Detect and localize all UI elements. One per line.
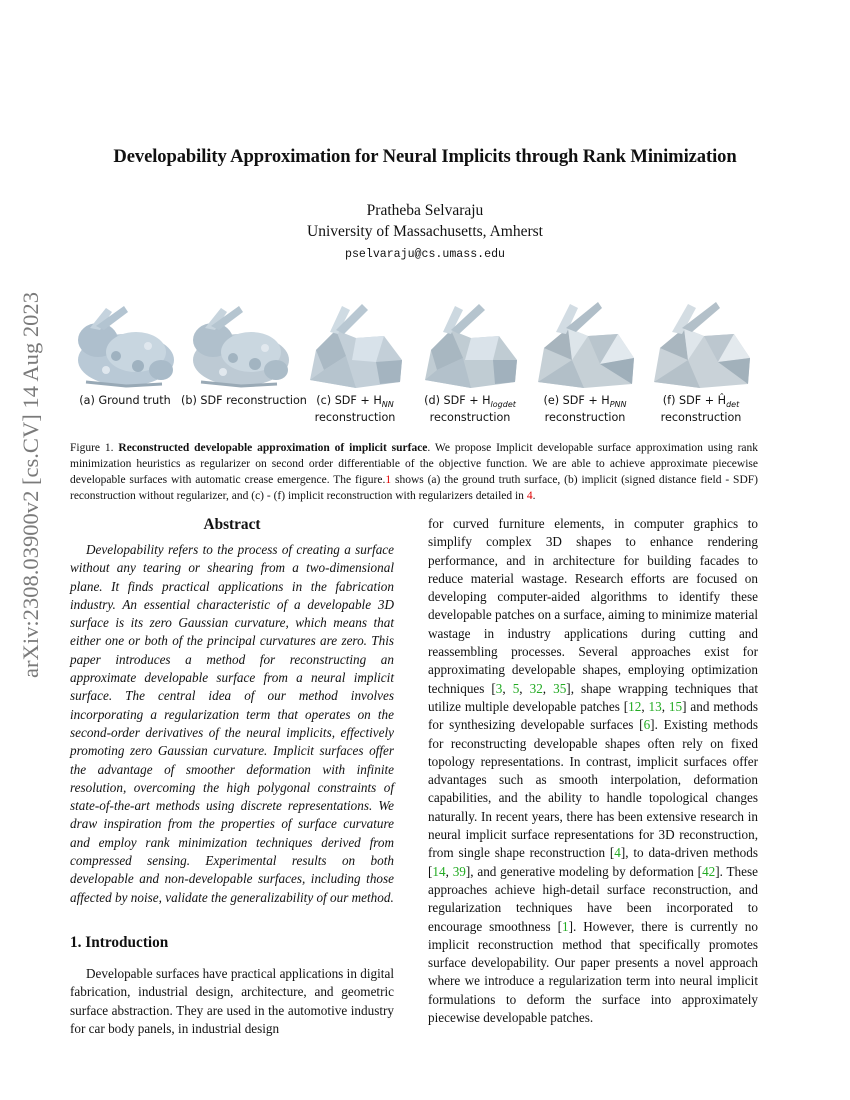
citation[interactable]: 42 — [702, 863, 716, 879]
caption-text-1: . We propose Implicit developable surface approximation using rank minimization heuristics as regularizer on second order differentiable of the objective function. We are able to achieve approximate piecewise developable surfaces with automatic crease emergence. The figure. — [70, 442, 758, 486]
abstract-text: Developability refers to the process of creating a surface without any tearing or shearing from a two-dimensional plane. It finds practical applications in the fabrication industry. An essential characteristic of a developable 3D surface is its zero Gaussian curvature, which means that either one or both of the principal curvatures are zero. This paper introduces a method for reconstructing an approximate developable surface from a neural implicit surface. The central idea of our method involves incorporating a regularization term that operates on the second-order derivatives of the neural implicits, effectively promoting zero Gaussian curvature. Implicit surfaces offer the advantage of smoother deformation with infinite resolution, overcoming the high polygonal constraints of state-of-the-art methods using discrete representations. We draw inspiration from the properties of surface curvature and employ rank minimization techniques derived from compressed sensing. Experimental results on both developable and non-developable surfaces, including those affected by noise, validate the generalizability of our method. — [70, 542, 394, 905]
author-affiliation: University of Massachusetts, Amherst — [307, 223, 543, 240]
panel-d-label-prefix: (d) SDF + H — [424, 394, 491, 407]
panel-e-label-line2: reconstruction — [544, 411, 626, 425]
intro-paragraph-1: Developable surfaces have practical applications in digital fabrication, industrial design, architecture, and geometric surface abstraction. They are used in the automotive industry for car body panels, in industrial design — [70, 965, 394, 1036]
arxiv-id-text: arXiv:2308.03900v2 [cs.CV] 14 Aug 2023 — [18, 301, 43, 678]
intro-run-2: ], shape wrapping techniques that utilize multiple developable patches [ — [428, 680, 759, 714]
caption-text-2: shows (a) the ground truth surface, (b) implicit (signed distance field - SDF) reconstruction without regularizer, and (c) - (f) implicit reconstruction with regularizers detailed in — [70, 474, 758, 502]
bunny-image-e — [526, 300, 644, 390]
bunny-image-a — [66, 300, 184, 390]
panel-e-label-sub: PNN — [609, 400, 627, 410]
panel-d-label-line2: reconstruction — [429, 411, 511, 425]
paper-title: Developability Approximation for Neural Implicits through Rank Minimization — [113, 146, 737, 167]
author-email: pselvaraju@cs.umass.edu — [344, 248, 506, 261]
panel-a-label: (a) Ground truth — [79, 394, 171, 407]
citation[interactable]: 32 — [529, 680, 543, 696]
panel-c-label — [296, 394, 414, 424]
abstract-heading: Abstract — [203, 516, 261, 533]
figure-panel-e — [526, 300, 644, 430]
bunny-image-f — [642, 300, 760, 390]
intro-heading: 1. Introduction — [70, 933, 169, 951]
panel-c-label-line2: reconstruction — [314, 411, 396, 425]
intro-run-8: ]. However, there is currently no implicit reconstruction method that specifically promotes surface developability. Our paper presents a novel approach where we introduce a regularization term into neural implicit formulations to deform the surface into approximately piecewise developable patches. — [428, 918, 758, 1026]
citation[interactable]: 35 — [553, 680, 567, 696]
figure-caption — [70, 440, 758, 504]
intro-run-4: ]. Existing methods for reconstructing developable shapes often rely on fixed topology representations. In contrast, implicit surfaces offer advantages such as smooth interpolation, deformation capabilities, and the ability to handle topological changes naturally. In recent years, there has been extensive research in neural implicit surface representations for 3D reconstruction, from single shape reconstruction [ — [428, 717, 758, 861]
intro-run-7: ]. These approaches achieve high-detail surface reconstruction, and regularization techniques have been incorporated to encourage smoothness [ — [428, 863, 758, 934]
intro-run-3: ] and methods for synthesizing developable surfaces [ — [428, 698, 759, 733]
intro-paragraph-continued: for curved furniture elements, in computer graphics to simplify complex 3D shapes to enhance rendering performance, and in architecture for building facades to reduce material wastage. Research efforts are focused on developing computer-aided algorithms to identify these developable patches on a surface, aiming to minimize material wastage in industry applications during cutting and reassembling processes. Several approaches exist for approximating developable shapes, employing optimization techniques [3, 5, 32, 35], shape wrapping techniques that utilize multiple developable patches [12, 13, 15] and methods for synthesizing developable surfaces [6]. Existing methods for reconstructing developable shapes often rely on fixed topology representations. In contrast, implicit surfaces offer advantages such as smooth interpolation, deformation capabilities, and the ability to handle topological changes naturally. In recent years, there has been extensive research in neural implicit surface representations for 3D reconstruction, from single shape reconstruction [4], to data-driven methods [14, 39], and generative modeling by deformation [42]. These approaches achieve high-detail surface reconstruction, and regularization techniques have been incorporated to encourage smoothness [1]. However, there is currently no implicit reconstruction method that specifically promotes surface developability. Our paper presents a novel approach where we introduce a regularization term into neural implicit formulations to deform the surface into approximately piecewise developable patches. — [428, 516, 759, 1026]
figure-panel-f — [642, 300, 760, 430]
citation[interactable]: 39 — [452, 863, 466, 879]
citation[interactable]: 4 — [614, 845, 621, 861]
bunny-image-d — [411, 300, 529, 390]
right-column — [428, 515, 758, 1027]
bunny-image-c — [296, 300, 414, 390]
caption-ref-2[interactable]: 4 — [526, 490, 533, 502]
panel-c-label-prefix: (c) SDF + H — [316, 394, 382, 407]
citation[interactable]: 5 — [512, 680, 520, 696]
citation[interactable]: 6 — [643, 717, 651, 733]
figure-panel-c — [296, 300, 414, 430]
panel-f-label — [642, 394, 760, 424]
author-block — [0, 200, 850, 262]
panel-f-label-line2: reconstruction — [660, 411, 742, 425]
caption-ref-1[interactable]: 1 — [385, 474, 392, 486]
citation[interactable]: 1 — [562, 918, 569, 934]
panel-d-label-sub: logdet — [490, 400, 516, 410]
figure-panel-b — [181, 300, 307, 430]
citation[interactable]: 13 — [648, 698, 662, 714]
panel-d-label — [411, 394, 529, 424]
intro-run-5: ], to data-driven methods [ — [428, 845, 758, 879]
left-column — [70, 515, 394, 1038]
panel-c-label-sub: NN — [381, 400, 394, 410]
figure-panel-a — [66, 300, 184, 430]
citation[interactable]: 15 — [668, 698, 683, 714]
caption-label: Figure 1. — [70, 442, 114, 454]
intro-run-6: ], and generative modeling by deformation [ — [465, 863, 703, 879]
arxiv-stamp — [8, 290, 48, 680]
citation[interactable]: 14 — [432, 863, 446, 879]
author-name: Pratheba Selvaraju — [366, 202, 484, 219]
citation[interactable]: 3 — [495, 680, 503, 696]
panel-f-label-sub: det — [726, 400, 740, 410]
intro-run-1: for curved furniture elements, in computer graphics to simplify complex 3D shapes to enhance rendering performance, and in architecture for building facades to reduce material wastage. Research efforts are focused on developing computer-aided algorithms to identify these developable patches on a surface, aiming to minimize material wastage in industry applications during cutting and reassembling processes. Several approaches exist for approximating developable shapes, employing optimization techniques [ — [428, 516, 758, 696]
panel-e-label — [526, 394, 644, 424]
bunny-image-b — [181, 300, 299, 390]
panel-e-label-prefix: (e) SDF + H — [543, 394, 610, 407]
figure-1 — [66, 300, 760, 430]
panel-f-label-prefix: (f) SDF + Ĥ — [662, 394, 727, 407]
figure-panel-d — [411, 300, 529, 430]
caption-bold: Reconstructed developable approximation of implicit surface — [118, 442, 428, 454]
citation[interactable]: 12 — [628, 698, 642, 714]
caption-text-3: . — [532, 490, 536, 502]
panel-b-label: (b) SDF reconstruction — [181, 394, 307, 407]
